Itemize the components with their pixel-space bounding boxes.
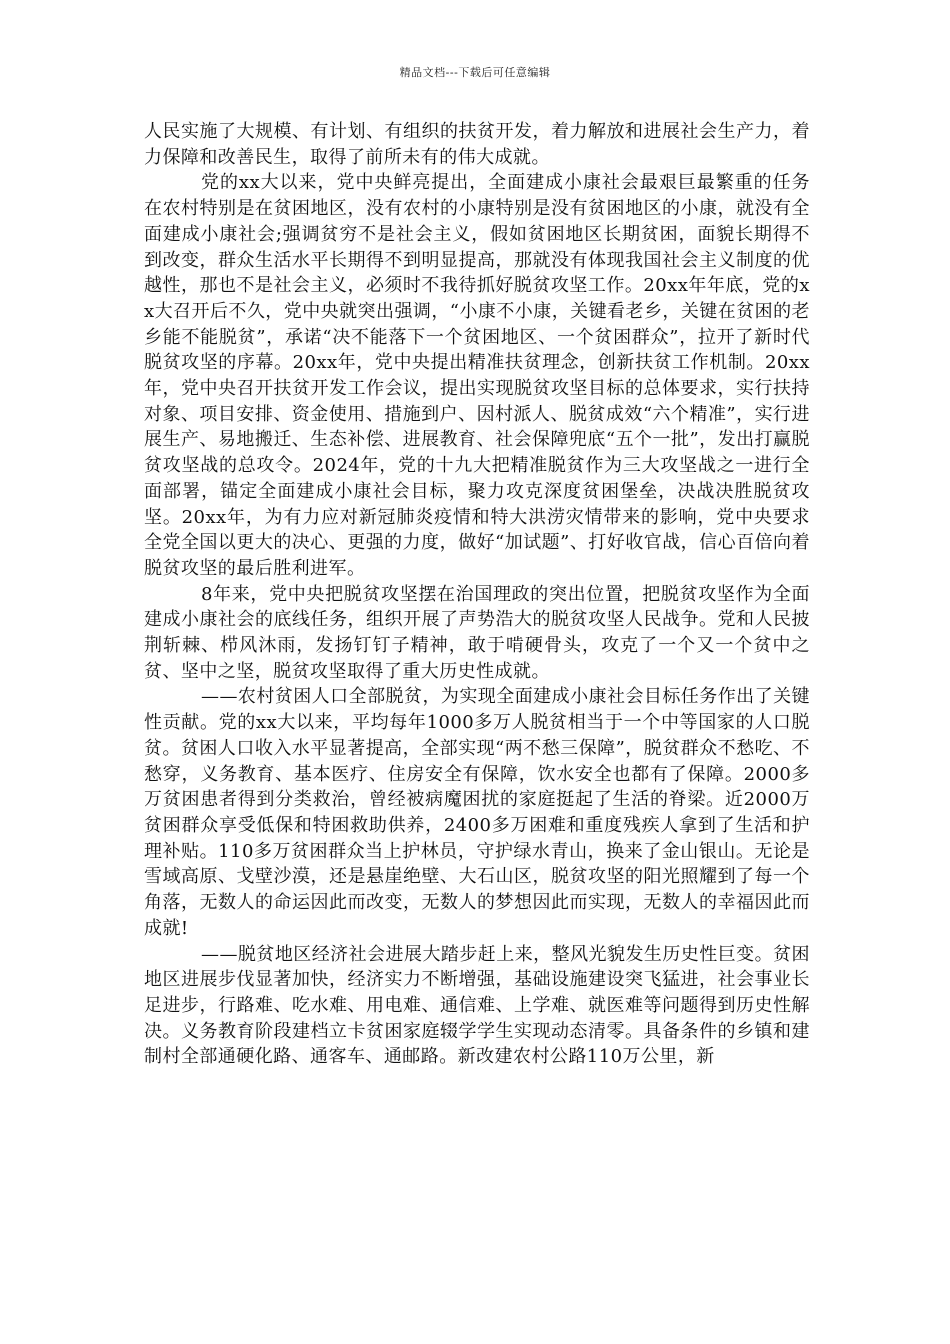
document-body: [144, 119, 810, 1070]
paragraph-1: 人民实施了大规模、有计划、有组织的扶贫开发，着力解放和进展社会生产力，着力保障和改善民生，取得了前所未有的伟大成就。: [144, 121, 810, 168]
paragraph-4: ——农村贫困人口全部脱贫，为实现全面建成小康社会目标任务作出了关键性贡献。党的xx大以来，平均每年1000多万人脱贫相当于一个中等国家的人口脱贫。贫困人口收入水平显著提高，全部实现“两不愁三保障”，脱贫群众不愁吃、不愁穿，义务教育、基本医疗、住房安全有保障，饮水安全也都有了保障。2000多万贫困患者得到分类救治，曾经被病魔困扰的家庭挺起了生活的脊梁。近2000万贫困群众享受低保和特困救助供养，2400多万困难和重度残疾人拿到了生活和护理补贴。110多万贫困群众当上护林员，守护绿水青山，换来了金山银山。无论是雪域高原、戈壁沙漠，还是悬崖绝壁、大石山区，脱贫攻坚的阳光照耀到了每一个角落，无数人的命运因此而改变，无数人的梦想因此而实现，无数人的幸福因此而成就!: [144, 686, 810, 939]
page-header: 精品文档---下载后可任意编辑: [399, 66, 551, 79]
paragraph-2: 党的xx大以来，党中央鲜亮提出，全面建成小康社会最艰巨最繁重的任务在农村特别是在贫困地区，没有农村的小康特别是没有贫困地区的小康，就没有全面建成小康社会;强调贫穷不是社会主义，假如贫困地区长期贫困，面貌长期得不到改变，群众生活水平长期得不到明显提高，那就没有体现我国社会主义制度的优越性，那也不是社会主义，必须时不我待抓好脱贫攻坚工作。20xx年年底，党的xx大召开后不久，党中央就突出强调，“小康不小康，关键看老乡，关键在贫困的老乡能不能脱贫”，承诺“决不能落下一个贫困地区、一个贫困群众”，拉开了新时代脱贫攻坚的序幕。20xx年，党中央提出精准扶贫理念，创新扶贫工作机制。20xx年，党中央召开扶贫开发工作会议，提出实现脱贫攻坚目标的总体要求，实行扶持对象、项目安排、资金使用、措施到户、因村派人、脱贫成效“六个精准”，实行进展生产、易地搬迁、生态补偿、进展教育、社会保障兜底“五个一批”，发出打赢脱贫攻坚战的总攻令。2024年，党的十九大把精准脱贫作为三大攻坚战之一进行全面部署，锚定全面建成小康社会目标，聚力攻克深度贫困堡垒，决战决胜脱贫攻坚。20xx年，为有力应对新冠肺炎疫情和特大洪涝灾情带来的影响，党中央要求全党全国以更大的决心、更强的力度，做好“加试题”、打好收官战，信心百倍向着脱贫攻坚的最后胜利进军。: [144, 172, 810, 579]
paragraph-5: ——脱贫地区经济社会进展大踏步赶上来，整风光貌发生历史性巨变。贫困地区进展步伐显著加快，经济实力不断增强，基础设施建设突飞猛进，社会事业长足进步，行路难、吃水难、用电难、通信难、上学难、就医难等问题得到历史性解决。义务教育阶段建档立卡贫困家庭辍学学生实现动态清零。具备条件的乡镇和建制村全部通硬化路、通客车、通邮路。新改建农村公路110万公里，新: [144, 943, 810, 1068]
paragraph-3: 8年来，党中央把脱贫攻坚摆在治国理政的突出位置，把脱贫攻坚作为全面建成小康社会的底线任务，组织开展了声势浩大的脱贫攻坚人民战争。党和人民披荆斩棘、栉风沐雨，发扬钉钉子精神，敢于啃硬骨头，攻克了一个又一个贫中之贫、坚中之坚，脱贫攻坚取得了重大历史性成就。: [144, 583, 810, 682]
